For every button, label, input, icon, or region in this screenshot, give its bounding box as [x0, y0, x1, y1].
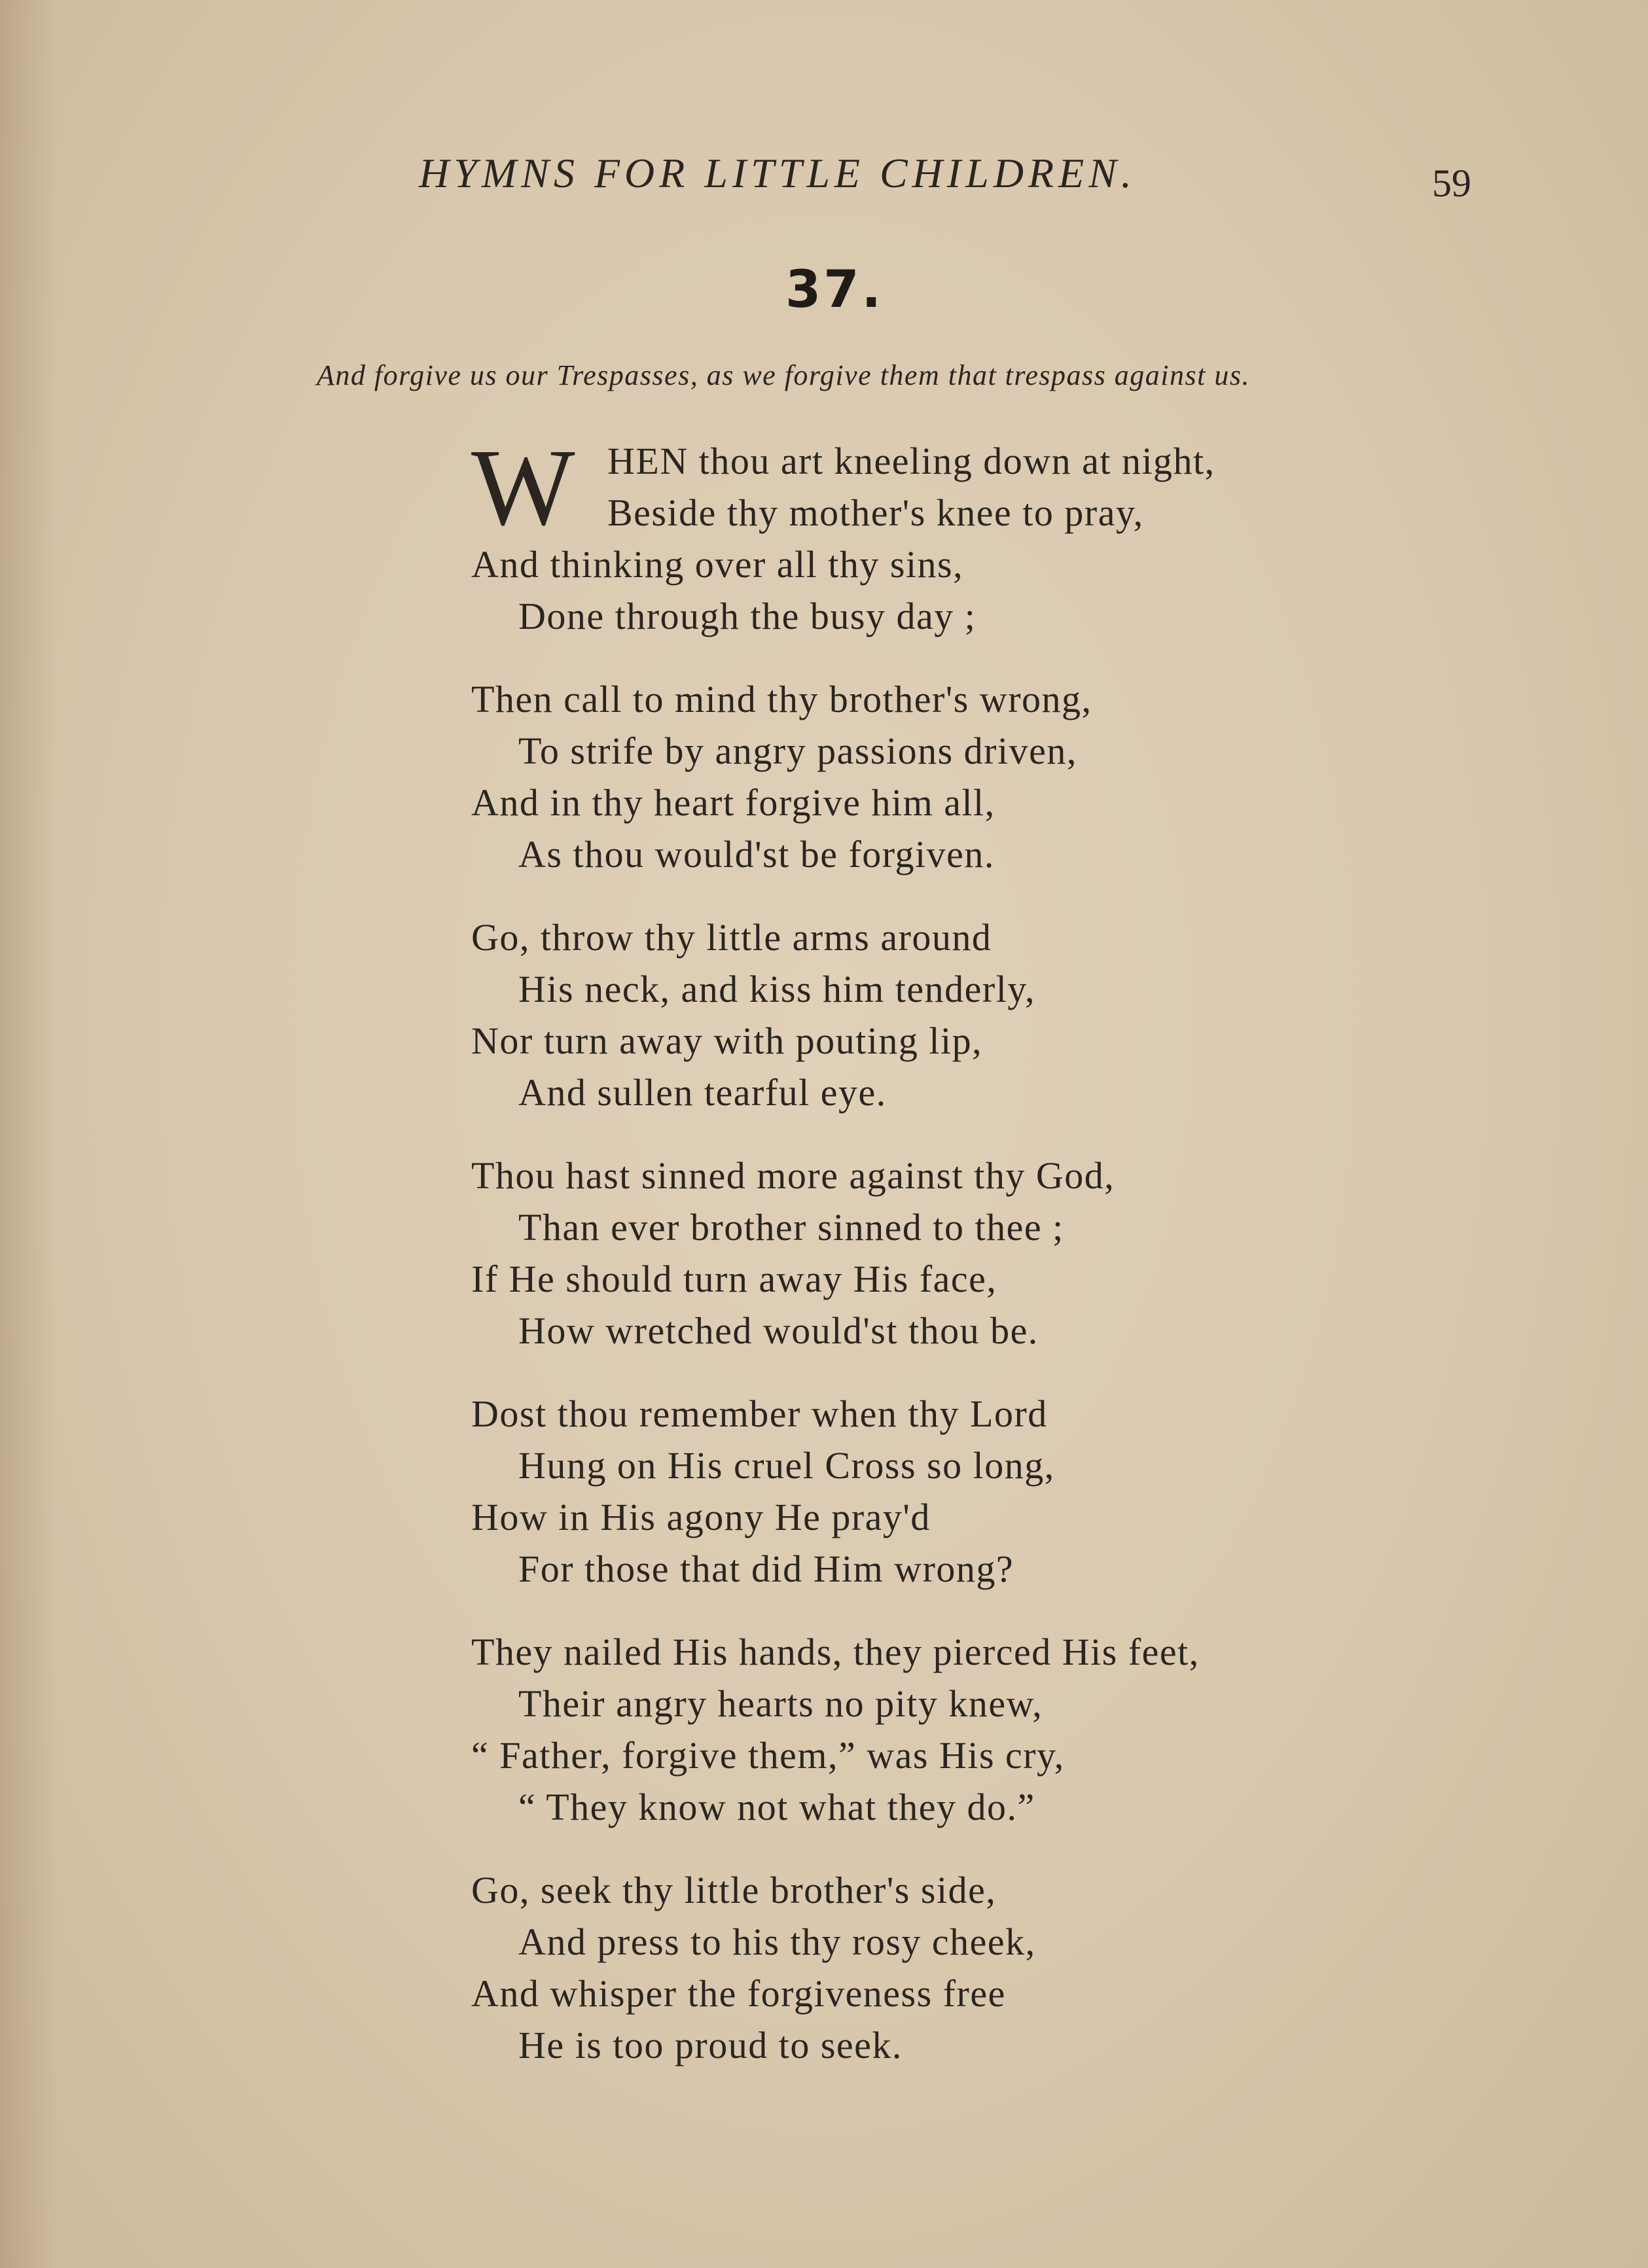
- stanza-7: [471, 1864, 1453, 2071]
- verse-line: Then call to mind thy brother's wrong,: [471, 678, 1092, 720]
- verse-line: Thou hast sinned more against thy God,: [471, 1154, 1115, 1197]
- verse-line: And thinking over all thy sins,: [471, 543, 964, 586]
- verse-line: How wretched would'st thou be.: [518, 1309, 1039, 1352]
- stanza-6: [471, 1626, 1453, 1833]
- hymn-epigraph: And forgive us our Trespasses, as we forgive them that trespass against us.: [317, 359, 1250, 391]
- hymn-verses: [471, 427, 1453, 2102]
- verse-line: And sullen tearful eye.: [518, 1071, 887, 1114]
- verse-line: And in thy heart forgive him all,: [471, 781, 995, 824]
- page-number: 59: [1432, 162, 1471, 205]
- page-edge-shadow: [0, 0, 59, 2268]
- verse-line: Hung on His cruel Cross so long,: [518, 1444, 1055, 1487]
- verse-line: And whisper the forgiveness free: [471, 1972, 1006, 2015]
- stanza-1: [471, 427, 1453, 642]
- verse-line: Dost thou remember when thy Lord: [471, 1392, 1048, 1435]
- verse-line: Beside thy mother's knee to pray,: [607, 491, 1144, 534]
- stanza-3: [471, 912, 1453, 1118]
- verse-line: Done through the busy day ;: [518, 595, 976, 637]
- verse-line: How in His agony He pray'd: [471, 1496, 931, 1538]
- hymn-number: 37.: [785, 260, 884, 319]
- verse-line: He is too proud to seek.: [518, 2024, 903, 2066]
- running-title: HYMNS FOR LITTLE CHILDREN.: [419, 150, 1136, 196]
- drop-cap: W: [471, 427, 575, 548]
- verse-line: “ Father, forgive them,” was His cry,: [471, 1734, 1065, 1777]
- stanza-5: [471, 1388, 1453, 1595]
- verse-line: His neck, and kiss him tenderly,: [518, 968, 1036, 1010]
- verse-line: Nor turn away with pouting lip,: [471, 1019, 983, 1062]
- verse-line: They nailed His hands, they pierced His feet,: [471, 1631, 1200, 1673]
- verse-line: And press to his thy rosy cheek,: [518, 1921, 1036, 1963]
- verse-line: As thou would'st be forgiven.: [518, 833, 995, 876]
- verse-line: HEN thou art kneeling down at night,: [607, 440, 1215, 482]
- verse-line: Go, seek thy little brother's side,: [471, 1869, 997, 1911]
- verse-line: Their angry hearts no pity knew,: [518, 1682, 1043, 1725]
- verse-line: Than ever brother sinned to thee ;: [518, 1206, 1064, 1249]
- verse-line: “ They know not what they do.”: [518, 1786, 1035, 1828]
- verse-line: For those that did Him wrong?: [518, 1548, 1014, 1590]
- verse-line: To strife by angry passions driven,: [518, 730, 1077, 772]
- verse-line: If He should turn away His face,: [471, 1258, 997, 1300]
- stanza-4: [471, 1150, 1453, 1356]
- verse-line: Go, throw thy little arms around: [471, 916, 992, 959]
- stanza-2: [471, 673, 1453, 880]
